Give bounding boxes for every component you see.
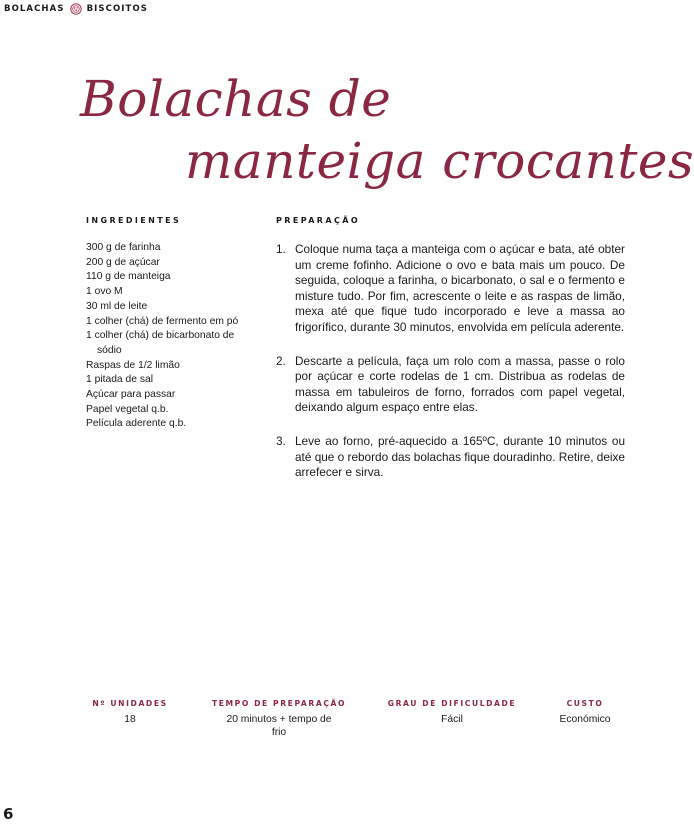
ingredient-item: 1 ovo M	[86, 286, 123, 298]
stat-prep-time	[204, 699, 354, 739]
preparation-steps	[276, 242, 625, 499]
page-number: 6	[3, 805, 14, 823]
ingredient-item: 30 ml de leite	[86, 300, 148, 312]
step-number: 1.	[276, 242, 286, 256]
ingredient-item: Papel vegetal q.b.	[86, 403, 169, 415]
stat-value: 18	[124, 714, 136, 725]
stat-label: GRAU DE DIFICULDADE	[387, 699, 517, 708]
section-label-right: BISCOITOS	[86, 4, 148, 14]
stat-value: Económico	[559, 714, 611, 725]
cookie-icon	[70, 3, 82, 15]
step-text: Descarte a película, faça um rolo com a massa, passe o rolo por açúcar e corte rodelas de 1 cm. Distribua as rodelas de massa em tabuleiros de forno, forrados com papel vegetal, deixando algum espaço entre elas.	[295, 353, 625, 415]
step-text: Coloque numa taça a manteiga com o açúcar e bata, até obter um creme fofinho. Adicione o ovo e bata mais um pouco. De seguida, coloque a farinha, o bicarbonato, o sal e o fermento e misture tudo. Por fim, acrescente o leite e as raspas de limão, mexa até que fique tudo incorporado e leve a massa ao frigorífico, durante 30 minutos, envolvida em película aderente.	[295, 242, 625, 334]
stat-value: Fácil	[441, 714, 463, 725]
ingredients-list	[86, 241, 256, 432]
ingredient-item: 200 g de açúcar	[86, 256, 160, 268]
stat-cost	[540, 699, 630, 726]
ingredient-item: 1 colher (chá) de fermento em pó	[86, 315, 239, 327]
stat-value: 20 minutos + tempo de frio	[226, 714, 332, 738]
ingredient-item: 110 g de manteiga	[86, 271, 171, 283]
step-number: 3.	[276, 433, 286, 448]
step-text: Leve ao forno, pré-aquecido a 165ºC, durante 10 minutos ou até que o rebordo das bolachas fique douradinho. Retire, deixe arrefecer e sirva.	[295, 433, 625, 480]
ingredient-item: Película aderente q.b.	[86, 418, 187, 430]
stat-label: TEMPO DE PREPARAÇÃO	[211, 699, 347, 708]
stat-units	[84, 699, 176, 726]
recipe-stats	[84, 699, 630, 743]
recipe-title-line-2: manteiga crocantes	[185, 132, 694, 190]
step-number: 2.	[276, 353, 286, 368]
ingredient-item: 300 g de farinha	[86, 242, 161, 253]
preparation-heading: PREPARAÇÃO	[276, 216, 361, 225]
stat-difficulty	[384, 699, 520, 726]
ingredient-item: 1 colher (chá) de bicarbonato de sódio	[86, 330, 235, 356]
ingredients-heading: INGREDIENTES	[86, 216, 182, 225]
preparation-step	[276, 242, 625, 336]
stat-label: Nº UNIDADES	[92, 699, 168, 708]
preparation-step	[276, 434, 625, 481]
section-label-left: BOLACHAS	[4, 4, 65, 14]
preparation-step	[276, 354, 625, 416]
ingredient-item: Açúcar para passar	[86, 389, 176, 401]
recipe-title-line-1: Bolachas de	[80, 70, 392, 128]
section-header	[4, 3, 148, 15]
stat-label: CUSTO	[566, 699, 604, 708]
ingredient-item: 1 pitada de sal	[86, 374, 153, 386]
ingredient-item: Raspas de 1/2 limão	[86, 359, 180, 371]
